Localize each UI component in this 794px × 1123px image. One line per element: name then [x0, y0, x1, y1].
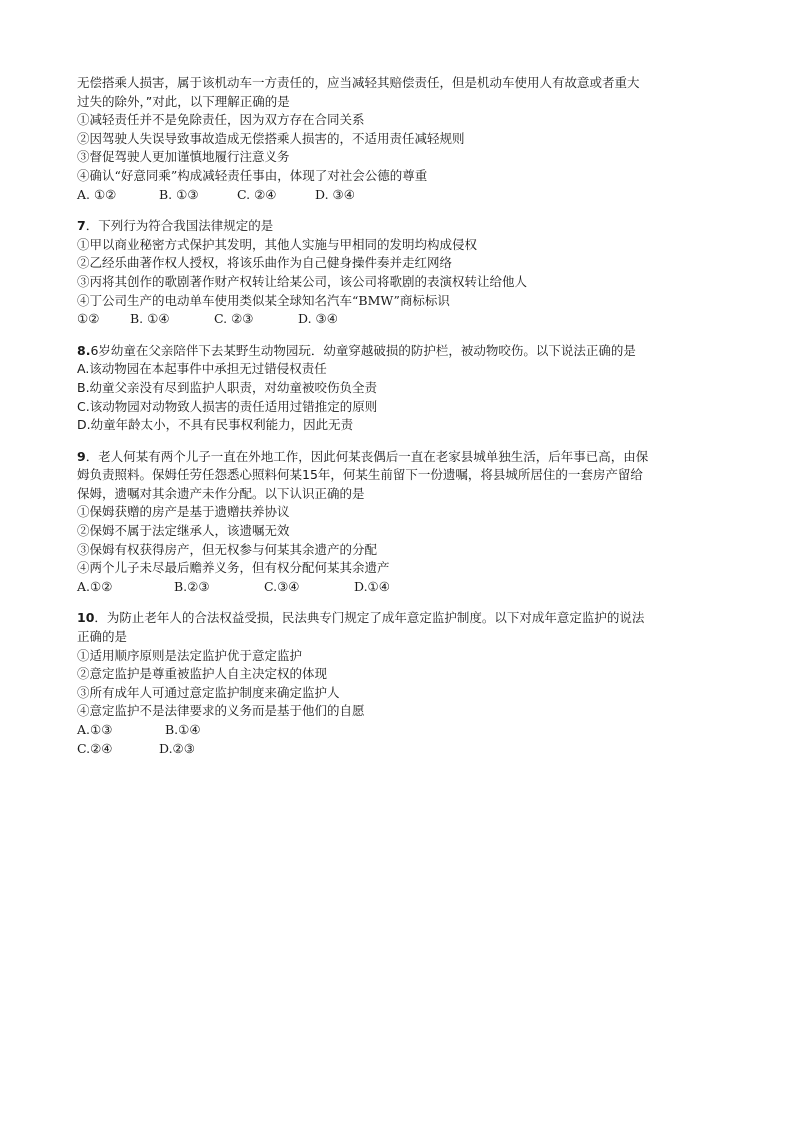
- q9-stem-line-2: 姆负责照料。保姆任劳任怨悉心照料何某15年，何某生前留下一份遗嘱，将县城所居住的一套房产留给: [77, 467, 643, 483]
- q8-number: 8.: [77, 342, 91, 358]
- q8-option-d: D.幼童年龄太小，不具有民事权利能力，因此无责: [77, 417, 354, 433]
- q10-option-d: D.②③: [159, 740, 195, 756]
- question-10: [77, 609, 727, 758]
- q6-item-1: ①减轻责任并不是免除责任，因为双方存在合同关系: [77, 112, 365, 128]
- q8-stem: [77, 342, 727, 361]
- q7-item-2: ②乙经乐曲著作权人授权，将该乐曲作为自己健身操件奏并走红网络: [77, 255, 453, 271]
- q9-item-2: ②保姆不属于法定继承人，该遗嘱无效: [77, 523, 290, 539]
- q10-stem-line-2: 正确的是: [77, 629, 128, 645]
- q10-item-4: ④意定监护不是法律要求的义务而是基于他们的自愿: [77, 703, 365, 719]
- q10-stem-text-1: ．为防止老年人的合法权益受损，民法典专门规定了成年意定监护制度。以下对成年意定监护的说法: [94, 610, 645, 626]
- q7-item-3: ③丙将其创作的歌剧著作财产权转让给某公司，该公司将歌剧的表演权转让给他人: [77, 273, 528, 289]
- q7-number: 7: [77, 218, 86, 234]
- q7-item-4: ④丁公司生产的电动单车使用类似某全球知名汽车“BMW”商标标识: [77, 292, 450, 308]
- q7-option-b: B. ①④: [130, 311, 170, 327]
- q9-option-c: C.③④: [264, 578, 300, 594]
- q7-stem-text: ．下列行为符合我国法律规定的是: [85, 218, 274, 234]
- q6-stem-line-1: 无偿搭乘人损害，属于该机动车一方责任的，应当减轻其赔偿责任，但是机动车使用人有故意或者重大: [77, 75, 640, 90]
- q10-option-b: B.①④: [165, 722, 201, 737]
- q8-stem-text: 6岁幼童在父亲陪伴下去某野生动物园玩．幼童穿越破损的防护栏，被动物咬伤。以下说法正确的是: [90, 342, 636, 358]
- q8-option-b: B.幼童父亲没有尽到监护人职责，对幼童被咬伤负全责: [77, 379, 378, 395]
- q9-options: [77, 578, 727, 597]
- q7-option-a: ①②: [77, 311, 100, 327]
- q9-item-3: ③保姆有权获得房产，但无权参与何某其余遗产的分配: [77, 541, 378, 557]
- question-8: [77, 342, 727, 435]
- q10-item-2: ②意定监护是尊重被监护人自主决定权的体现: [77, 666, 328, 682]
- q6-item-2: ②因驾驶人失误导致事故造成无偿搭乘人损害的，不适用责任减轻规则: [77, 130, 465, 146]
- q9-stem-line-1: [77, 448, 727, 467]
- q9-stem-text-1: ．老人何某有两个儿子一直在外地工作，因此何某丧偶后一直在老家县城单独生活，后年事已高，由保: [85, 448, 649, 464]
- q10-option-c: C.②④: [77, 740, 113, 756]
- question-6: [77, 74, 727, 204]
- q7-option-c: C. ②③: [214, 311, 254, 327]
- q9-stem-line-3: 保姆，遗嘱对其余遗产未作分配。以下认识正确的是: [77, 485, 365, 501]
- exam-page: [77, 74, 727, 771]
- q9-item-1: ①保姆获赠的房产是基于遗赠扶养协议: [77, 504, 290, 520]
- q8-option-c: C.该动物园对动物致人损害的责任适用过错推定的原则: [77, 398, 378, 414]
- q6-option-a: A. ①②: [77, 186, 117, 202]
- q10-option-a: A.①③: [77, 722, 113, 737]
- q9-number: 9: [77, 448, 86, 464]
- question-9: [77, 448, 727, 597]
- q6-stem-line-2: 过失的除外，”对此，以下理解正确的是: [77, 93, 290, 109]
- q7-option-d: D. ③④: [298, 311, 338, 327]
- q10-item-3: ③所有成年人可通过意定监护制度来确定监护人: [77, 684, 340, 700]
- q9-item-4: ④两个儿子未尽最后赡养义务，但有权分配何某其余遗产: [77, 560, 390, 576]
- q6-item-3: ③督促驾驶人更加谨慎地履行注意义务: [77, 149, 290, 165]
- q10-options-row-1: [77, 721, 727, 740]
- question-7: [77, 217, 727, 329]
- q10-item-1: ①适用顺序原则是法定监护优于意定监护: [77, 647, 303, 663]
- q6-item-4: ④确认“好意同乘”构成减轻责任事由，体现了对社会公德的尊重: [77, 167, 428, 183]
- q9-option-b: B.②③: [174, 578, 210, 594]
- q6-option-c: C. ②④: [237, 186, 277, 202]
- q9-option-a: A.①②: [77, 578, 113, 594]
- q7-options: [77, 310, 727, 329]
- q8-option-a: A.该动物园在本起事件中承担无过错侵权责任: [77, 361, 327, 377]
- q9-option-d: D.①④: [354, 578, 390, 594]
- q6-options: [77, 186, 727, 205]
- q6-option-b: B. ①③: [159, 186, 199, 202]
- q6-option-d: D. ③④: [315, 186, 355, 202]
- q10-number: 10: [77, 610, 95, 626]
- q7-item-1: ①甲以商业秘密方式保护其发明，其他人实施与甲相同的发明均构成侵权: [77, 236, 478, 252]
- q7-stem: [77, 217, 727, 236]
- q10-options-row-2: [77, 740, 727, 759]
- q10-stem-line-1: [77, 609, 727, 628]
